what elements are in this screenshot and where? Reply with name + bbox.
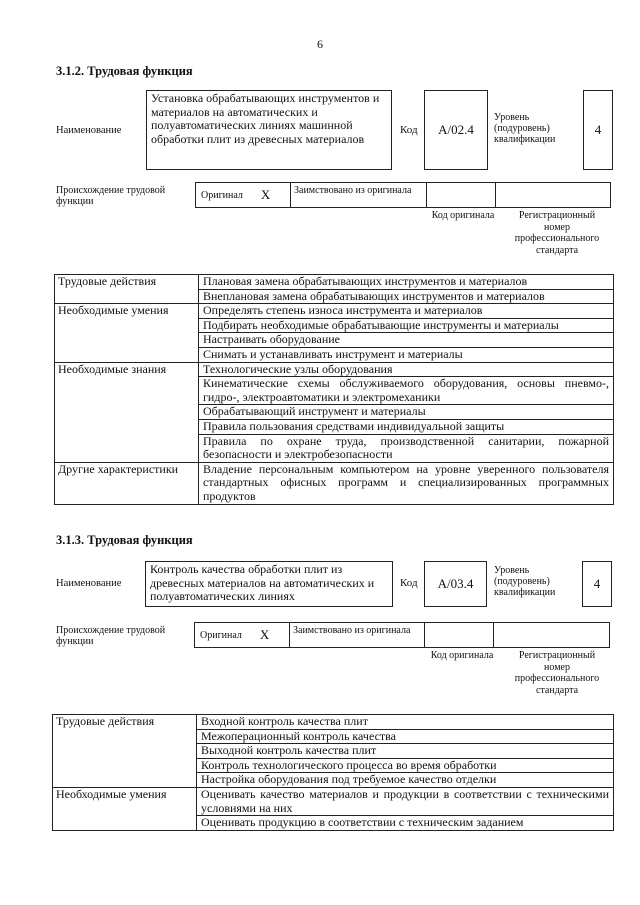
function-details-table bbox=[54, 274, 614, 505]
table-cell: Межоперационный контроль качества bbox=[197, 729, 614, 744]
table-cell: Обрабатывающий инструмент и материалы bbox=[199, 405, 614, 420]
function-name: Установка обрабатывающих инструментов и материалов на автоматических и полуавтоматических линиях машинной обработки плит из древесных материалов bbox=[146, 90, 392, 170]
table-cell: Определять степень износа инструмента и материалов bbox=[199, 304, 614, 319]
table-cell: Кинематические схемы обслуживаемого оборудования, основы пневмо-, гидро-, электроавтоматики и электромеханики bbox=[199, 377, 614, 405]
table-cell: Технологические узлы оборудования bbox=[199, 362, 614, 377]
original-mark: X bbox=[259, 627, 270, 642]
origin-table bbox=[195, 182, 611, 208]
original-label: Оригинал bbox=[200, 629, 242, 641]
reg-number-caption: Регистрационный номер профессионального стандарта bbox=[514, 210, 600, 256]
origin-label: Происхождение трудовой функции bbox=[56, 625, 166, 647]
function-details-table bbox=[52, 714, 614, 831]
original-cell bbox=[194, 622, 290, 648]
reg-number-cell bbox=[495, 182, 611, 208]
table-cell: Настройка оборудования под требуемое качество отделки bbox=[197, 773, 614, 788]
table-cell: Контроль технологического процесса во время обработки bbox=[197, 758, 614, 773]
reg-number-caption: Регистрационный номер профессионального стандарта bbox=[514, 650, 600, 696]
orig-code-caption: Код оригинала bbox=[430, 650, 494, 661]
page-number: 6 bbox=[317, 37, 323, 51]
qualification-level: 4 bbox=[583, 90, 613, 170]
origin-label: Происхождение трудовой функции bbox=[56, 185, 166, 207]
table-cell: Внеплановая замена обрабатывающих инструментов и материалов bbox=[199, 289, 614, 304]
function-code: А/02.4 bbox=[424, 90, 488, 170]
level-label: Уровень (подуровень) квалификации bbox=[494, 112, 556, 145]
row-header: Необходимые умения bbox=[55, 304, 199, 362]
table-cell: Настраивать оборудование bbox=[199, 333, 614, 348]
section-heading: 3.1.3. Трудовая функция bbox=[56, 533, 193, 547]
qualification-level: 4 bbox=[582, 561, 612, 607]
table-cell: Плановая замена обрабатывающих инструментов и материалов bbox=[199, 275, 614, 290]
orig-code-cell bbox=[424, 622, 494, 648]
table-cell: Оценивать качество материалов и продукции в соответствии с техническими условиями на них bbox=[197, 787, 614, 815]
orig-code-caption: Код оригинала bbox=[431, 210, 495, 221]
table-cell: Владение персональным компьютером на уровне уверенного пользователя стандартных офисных программ и специализированных программных продуктов bbox=[199, 462, 614, 504]
borrowed-cell: Заимствовано из оригинала bbox=[290, 182, 427, 208]
origin-table bbox=[194, 622, 610, 648]
code-label: Код bbox=[400, 577, 418, 589]
borrowed-cell: Заимствовано из оригинала bbox=[289, 622, 425, 648]
code-label: Код bbox=[400, 124, 418, 136]
table-cell: Входной контроль качества плит bbox=[197, 715, 614, 730]
table-cell: Правила по охране труда, производственной санитарии, пожарной безопасности и электробезопасности bbox=[199, 434, 614, 462]
table-cell: Выходной контроль качества плит bbox=[197, 744, 614, 759]
function-code: А/03.4 bbox=[424, 561, 487, 607]
section-heading: 3.1.2. Трудовая функция bbox=[56, 64, 193, 78]
table-cell: Правила пользования средствами индивидуальной защиты bbox=[199, 419, 614, 434]
orig-code-cell bbox=[426, 182, 496, 208]
level-label: Уровень (подуровень) квалификации bbox=[494, 565, 556, 598]
table-cell: Оценивать продукцию в соответствии с техническим заданием bbox=[197, 816, 614, 831]
reg-number-cell bbox=[493, 622, 610, 648]
table-cell: Снимать и устанавливать инструмент и материалы bbox=[199, 347, 614, 362]
table-cell: Подбирать необходимые обрабатывающие инструменты и материалы bbox=[199, 318, 614, 333]
row-header: Трудовые действия bbox=[53, 715, 197, 788]
original-mark: X bbox=[260, 187, 271, 202]
name-label: Наименование bbox=[56, 125, 122, 136]
row-header: Трудовые действия bbox=[55, 275, 199, 304]
row-header: Необходимые умения bbox=[53, 787, 197, 830]
row-header: Необходимые знания bbox=[55, 362, 199, 462]
name-label: Наименование bbox=[56, 578, 122, 589]
function-name: Контроль качества обработки плит из древесных материалов на автоматических и полуавтоматических линиях bbox=[145, 561, 393, 607]
original-label: Оригинал bbox=[201, 189, 243, 201]
row-header: Другие характеристики bbox=[55, 462, 199, 504]
original-cell bbox=[195, 182, 291, 208]
